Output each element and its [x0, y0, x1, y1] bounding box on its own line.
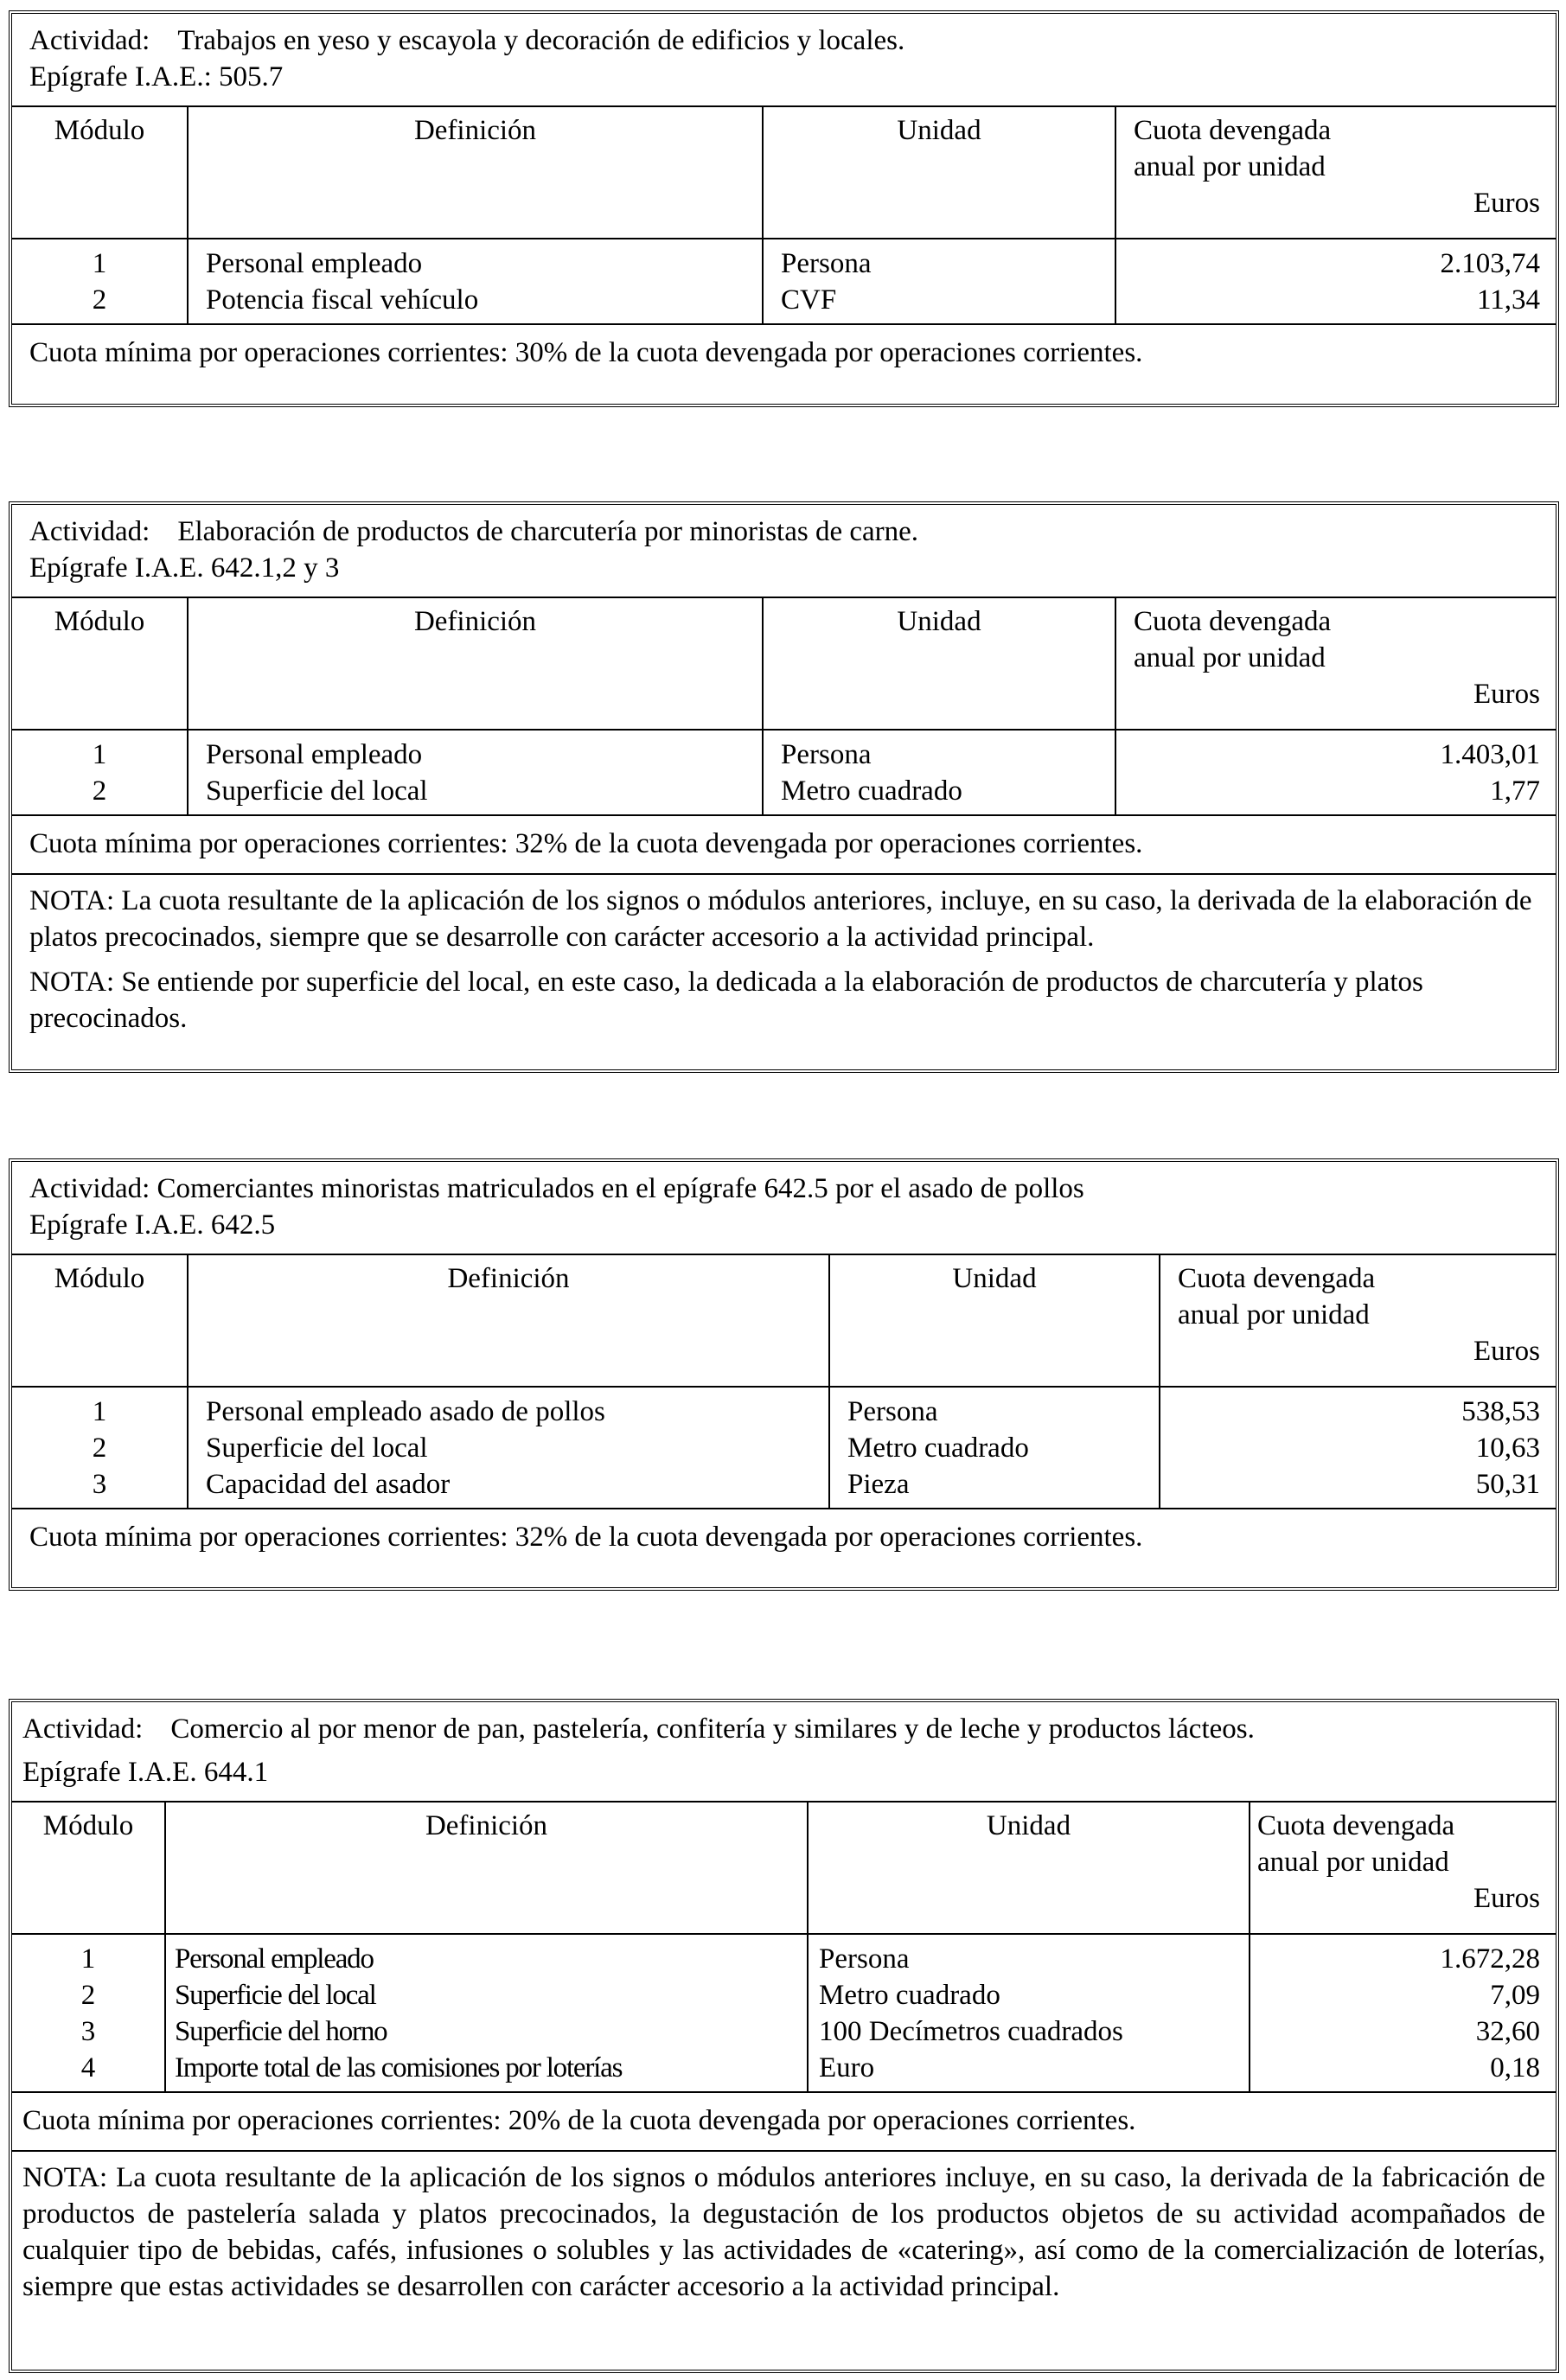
epigrafe: Epígrafe I.A.E. 642.1,2 y 3 [29, 552, 340, 584]
header-modulo: Módulo [12, 1803, 166, 1933]
table-body [12, 1935, 1556, 2093]
column-headers [12, 1255, 1556, 1388]
row-definicion: Importe total de las comisiones por loterías [175, 2052, 623, 2083]
activity-header [12, 1162, 1556, 1255]
activity-description: Comercio al por menor de pan, pastelería, confitería y similares y de leche y productos lácteos. [170, 1713, 1255, 1745]
epigrafe: Epígrafe I.A.E. 644.1 [22, 1757, 269, 1788]
activity-label: Actividad: [29, 25, 150, 56]
row-definicion: Superficie del horno [175, 2016, 387, 2047]
header-cuota [1250, 1803, 1556, 1933]
row-modulo: 1 [92, 248, 107, 279]
header-unidad: Unidad [764, 107, 1116, 238]
header-unidad: Unidad [809, 1803, 1250, 1933]
row-cuota: 0,18 [1490, 2052, 1540, 2083]
row-modulo: 2 [92, 775, 107, 807]
row-modulo: 1 [92, 739, 107, 770]
row-definicion: Superficie del local [175, 1980, 376, 2011]
row-unidad: Persona [819, 1943, 910, 1975]
header-cuota-line1: Cuota devengada [1134, 606, 1332, 637]
row-unidad: Metro cuadrado [819, 1980, 1000, 2011]
header-definicion: Definición [189, 1255, 830, 1386]
header-unidad: Unidad [830, 1255, 1160, 1386]
cuota-minima: Cuota mínima por operaciones corrientes: 20% de la cuota devengada por operaciones corrientes. [12, 2093, 1556, 2152]
activity-label: Actividad: [22, 1713, 144, 1745]
row-definicion: Personal empleado [175, 1943, 374, 1975]
nota-text: NOTA: Se entiende por superficie del local, en este caso, la dedicada a la elaboración de productos de charcutería y platos precocinados. [29, 967, 1423, 1034]
header-definicion: Definición [189, 598, 764, 729]
header-euros: Euros [1473, 188, 1540, 219]
row-unidad: Persona [781, 739, 872, 770]
nota-text: NOTA: La cuota resultante de la aplicación de los signos o módulos anteriores incluye, en su caso, la derivada de la fabricación de productos de pastelería salada y platos precocinados, la degustación de los productos objetos de su actividad acompañados de cualquier tipo de bebidas, cafés, infusiones o solubles y las actividades de «catering», así como de la comercialización de loterías, siempre que estas actividades se desarrollen con carácter accesorio a la actividad principal. [22, 2162, 1545, 2302]
header-cuota-line2: anual por unidad [1178, 1299, 1370, 1330]
header-cuota-line1: Cuota devengada [1257, 1810, 1455, 1841]
row-unidad: CVF [781, 284, 837, 316]
row-modulo: 2 [80, 1980, 96, 2011]
row-unidad: Pieza [847, 1469, 910, 1500]
row-cuota: 50,31 [1475, 1469, 1540, 1500]
row-cuota: 538,53 [1461, 1396, 1540, 1427]
row-modulo: 2 [92, 284, 107, 316]
row-definicion: Superficie del local [206, 1432, 428, 1464]
header-cuota-line1: Cuota devengada [1178, 1263, 1376, 1294]
activity-description: Actividad: Comerciantes minoristas matriculados en el epígrafe 642.5 por el asado de pollos [29, 1173, 1084, 1204]
header-cuota-line1: Cuota devengada [1134, 115, 1332, 146]
header-unidad: Unidad [764, 598, 1116, 729]
row-modulo: 1 [80, 1943, 96, 1975]
header-cuota-line2: anual por unidad [1257, 1847, 1449, 1878]
activity-header [12, 1702, 1556, 1803]
header-cuota [1116, 107, 1556, 238]
cuota-minima: Cuota mínima por operaciones corrientes: 32% de la cuota devengada por operaciones corrientes. [29, 1522, 1143, 1553]
row-definicion: Personal empleado [206, 248, 423, 279]
activity-description: Elaboración de productos de charcutería por minoristas de carne. [177, 516, 919, 547]
activity-table-642-5 [9, 1158, 1559, 1591]
header-definicion: Definición [189, 107, 764, 238]
epigrafe: Epígrafe I.A.E.: 505.7 [29, 61, 284, 93]
notas [12, 2152, 1556, 2313]
activity-header [12, 14, 1556, 107]
row-unidad: Metro cuadrado [847, 1432, 1029, 1464]
row-cuota: 1,77 [1490, 775, 1540, 807]
header-definicion: Definición [166, 1803, 809, 1933]
row-unidad: Persona [847, 1396, 938, 1427]
row-definicion: Personal empleado [206, 739, 423, 770]
cuota-minima: Cuota mínima por operaciones corrientes: 32% de la cuota devengada por operaciones corrientes. [12, 816, 1556, 875]
table-body [12, 731, 1556, 816]
row-modulo: 1 [92, 1396, 107, 1427]
header-modulo: Módulo [12, 598, 189, 729]
row-unidad: Euro [819, 2052, 875, 2083]
header-euros: Euros [1473, 1336, 1540, 1367]
row-cuota: 1.672,28 [1440, 1943, 1540, 1975]
header-cuota [1160, 1255, 1556, 1386]
activity-table-644-1 [9, 1699, 1559, 2373]
notas [12, 875, 1556, 1045]
header-modulo: Módulo [12, 107, 189, 238]
row-modulo: 2 [92, 1432, 107, 1464]
activity-table-642-1 [9, 501, 1559, 1073]
activity-table-505-7 [9, 10, 1559, 407]
column-headers [12, 598, 1556, 731]
row-modulo: 3 [80, 2016, 96, 2047]
row-cuota: 32,60 [1475, 2016, 1540, 2047]
row-definicion: Superficie del local [206, 775, 428, 807]
header-cuota-line2: anual por unidad [1134, 642, 1326, 673]
cuota-minima: Cuota mínima por operaciones corrientes: 30% de la cuota devengada por operaciones corrientes. [29, 337, 1143, 368]
row-unidad: Persona [781, 248, 872, 279]
row-modulo: 3 [92, 1469, 107, 1500]
row-cuota: 11,34 [1476, 284, 1540, 316]
header-modulo: Módulo [12, 1255, 189, 1386]
header-euros: Euros [1473, 679, 1540, 710]
row-cuota: 2.103,74 [1440, 248, 1540, 279]
header-cuota-line2: anual por unidad [1134, 151, 1326, 182]
header-cuota [1116, 598, 1556, 729]
epigrafe: Epígrafe I.A.E. 642.5 [29, 1209, 276, 1241]
row-definicion: Capacidad del asador [206, 1469, 451, 1500]
row-cuota: 10,63 [1475, 1432, 1540, 1464]
table-body [12, 239, 1556, 325]
column-headers [12, 1803, 1556, 1935]
row-definicion: Personal empleado asado de pollos [206, 1396, 605, 1427]
table-body [12, 1388, 1556, 1509]
column-headers [12, 107, 1556, 239]
row-cuota: 1.403,01 [1440, 739, 1540, 770]
header-euros: Euros [1473, 1883, 1540, 1914]
row-cuota: 7,09 [1490, 1980, 1540, 2011]
row-unidad: 100 Decímetros cuadrados [819, 2016, 1123, 2047]
nota-text: NOTA: La cuota resultante de la aplicación de los signos o módulos anteriores, incluye, en su caso, la derivada de la elaboración de platos precocinados, siempre que se desarrolle con carácter accesorio a la actividad principal. [29, 885, 1532, 953]
row-definicion: Potencia fiscal vehículo [206, 284, 479, 316]
row-modulo: 4 [80, 2052, 96, 2083]
activity-header [12, 505, 1556, 598]
activity-label: Actividad: [29, 516, 150, 547]
activity-description: Trabajos en yeso y escayola y decoración de edificios y locales. [177, 25, 905, 56]
row-unidad: Metro cuadrado [781, 775, 962, 807]
